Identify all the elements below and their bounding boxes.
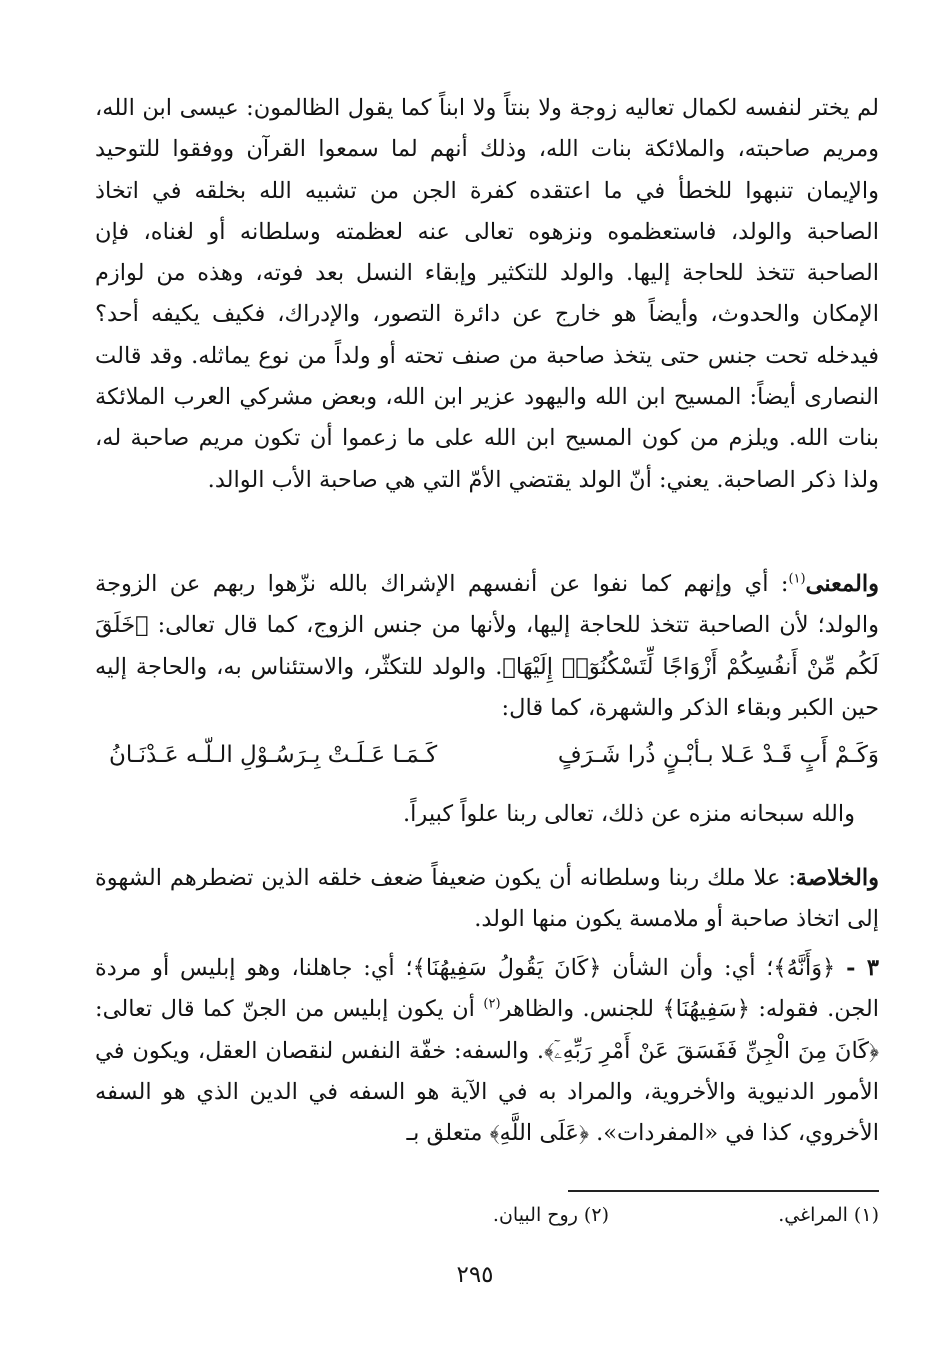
meaning-label: والمعنى <box>805 571 879 597</box>
paragraph-intro: لم يختر لنفسه لكمال تعاليه زوجة ولا بنتاً ولا ابناً كما يقول الظالمون: عيسى ابن الله، ومريم صاحبته، والملائكة بنات الله، وذلك أنهم لما سمعوا القرآن ووفقوا للتوحيد والإيمان تنبهوا للخطأ في ما اعتقده كفرة الجن من تشبيه الله بخلقه في اتخاذ الصاحبة والولد، فاستعظموه ونزهوه تعالى عنه لعظمته وسلطانه أو لغناه، فإن الصاحبة تتخذ للحاجة إليها. والولد للتكثير وإبقاء النسل بعد فوته، وهذه من لوازم الإمكان والحدوث، وأيضاً هو خارج عن دائرة التصور، والإدراك، فكيف يكيفه أحد؟ فيدخله تحت جنس حتى يتخذ صاحبة من صنف تحته أو ولداً من نوع يماثله. وقد قالت النصارى أيضاً: المسيح ابن الله واليهود عزير ابن الله، وبعض مشركي العرب الملائكة بنات الله. ويلزم من كون المسيح ابن الله على ما زعموا أن تكون مريم صاحبة له، ولذا ذكر الصاحبة. يعني: أنّ الولد يقتضي الأمّ التي هي صاحبة الأب الوالد. <box>95 95 879 493</box>
footnote-2: (٢) روح البيان. <box>492 1204 609 1226</box>
paragraph-meaning <box>95 564 879 729</box>
footnote-ref-2: (٢) <box>483 996 501 1012</box>
paragraph-summary <box>95 858 879 941</box>
paragraph-verse-3 <box>95 948 879 1154</box>
footnote-1: (١) المراغي. <box>778 1204 879 1226</box>
verse-number: ٣ - <box>846 955 879 981</box>
summary-label: والخلاصة <box>795 865 879 891</box>
verse-first-hemistich: وَكَـمْ أَبٍ قَـدْ عَـلا بـأبْـنٍ ذُرا شَـرَفٍ <box>557 742 879 768</box>
verse-second-hemistich: كَـمَـا عَـلَـتْ بِـرَسُـوْلِ الـلّـه عَـدْنَـانُ <box>109 742 438 768</box>
footnotes <box>95 1204 879 1244</box>
verse-3-text-b: أن يكون إبليس من الجنّ كما قال تعالى: ﴿كَانَ مِنَ الْجِنِّ فَفَسَقَ عَنْ أَمْرِ رَبِّهِۦٓ﴾. والسفه: خفّة النفس لنقصان العقل، ويكون في الأمور الدنيوية والأخروية، والمراد به في الآية هو السفه في الدين الذي هو السفه الأخروي، كذا في «المفردات». ﴿عَلَى اللَّهِ﴾ متعلق بـ <box>95 996 879 1147</box>
footnote-ref-1: (١) <box>788 571 806 587</box>
meaning-text: : أي وإنهم كما نفوا عن أنفسهم الإشراك بالله نزّهوا ربهم عن الزوجة والولد؛ لأن الصاحبة تتخذ للحاجة إليها، ولأنها من جنس الزوج، كما قال تعالى: ﴿خَلَقَ لَكُم مِّنْ أَنفُسِكُمْ أَزْوَاجًا لِّتَسْكُنُوٓا۟ إِلَيْهَا﴾. والولد للتكثّر، والاستئناس به، والحاجة إليه حين الكبر وبقاء الذكر والشهرة، كما قال: <box>95 571 879 721</box>
summary-text: : علا ملك ربنا وسلطانه أن يكون ضعيفاً ضعف خلقه الذين تضطرهم الشهوة إلى اتخاذ صاحبة أو ملامسة يكون منها الولد. <box>95 865 879 933</box>
verse-conclusion-line: والله سبحانه منزه عن ذلك، تعالى ربنا علواً كبيراً. <box>403 801 855 827</box>
verse-3-text-a: ﴿وَأَنَّهُ﴾؛ أي: وأن الشأن ﴿كَانَ يَقُولُ سَفِيهُنَا﴾؛ أي: جاهلنا، وهو إبليس أو مردة الجن. فقوله: ﴿سَفِيهُنَا﴾ للجنس. والظاهر <box>95 955 879 1023</box>
page-number: ٢٩٥ <box>456 1262 494 1288</box>
poetry-verse <box>95 742 879 786</box>
footnote-separator <box>568 1190 879 1192</box>
